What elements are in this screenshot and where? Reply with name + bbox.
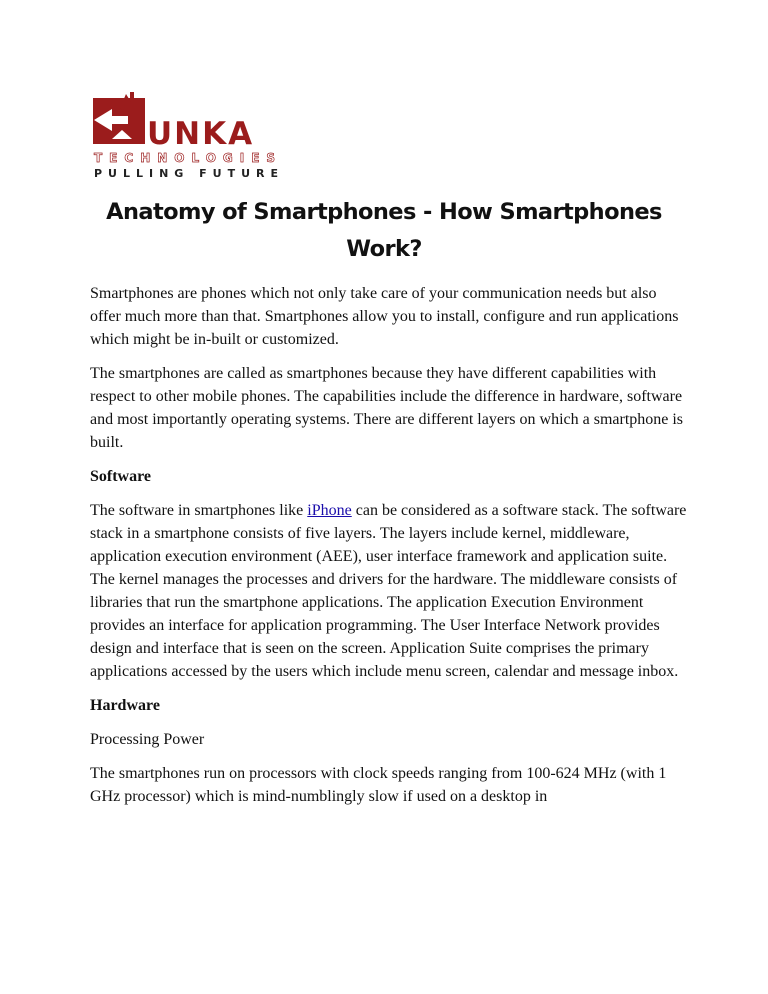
processing-paragraph: The smartphones run on processors with clock speeds ranging from 100-624 MHz (with 1 GHz processor) which is mind-numblingly slow if used on a desktop in	[90, 765, 667, 805]
company-logo	[92, 90, 297, 180]
software-paragraph	[90, 499, 690, 683]
title-line-1: Anatomy of Smartphones - How Smartphones	[106, 199, 662, 225]
title-line-2: Work?	[346, 236, 422, 262]
hardware-heading: Hardware	[90, 697, 160, 714]
logo-wordmark: UNKA	[147, 116, 255, 152]
processing-power-subheading: Processing Power	[90, 731, 205, 748]
logo-tagline: PULLING FUTURE	[94, 167, 285, 180]
document-body	[90, 282, 690, 819]
logo-subtitle: TECHNOLOGIES	[94, 151, 283, 165]
capabilities-paragraph: The smartphones are called as smartphones because they have different capabilities with respect to other mobile phones. The capabilities include the difference in hardware, software and most importantly operating systems. There are different layers on which a smartphone is built.	[90, 365, 684, 451]
document-title	[80, 194, 688, 268]
software-text-end: can be considered as a software stack. The software stack in a smartphone consists of five layers. The layers include kernel, middleware, application execution environment (AEE), user interface framework and application suite. The kernel manages the processes and drivers for the hardware. The middleware consists of libraries that run the smartphone applications. The application Execution Environment provides an interface for application programming. The User Interface Network provides design and interface that is seen on the screen. Application Suite comprises the primary applications accessed by the users which include menu screen, calendar and message inbox.	[90, 502, 687, 680]
software-text-start: The software in smartphones like	[90, 502, 308, 519]
iphone-link[interactable]: iPhone	[307, 502, 352, 519]
software-heading: Software	[90, 468, 152, 485]
intro-paragraph: Smartphones are phones which not only take care of your communication needs but also offer much more than that. Smartphones allow you to install, configure and run applications which might be in-built or customized.	[90, 285, 679, 348]
